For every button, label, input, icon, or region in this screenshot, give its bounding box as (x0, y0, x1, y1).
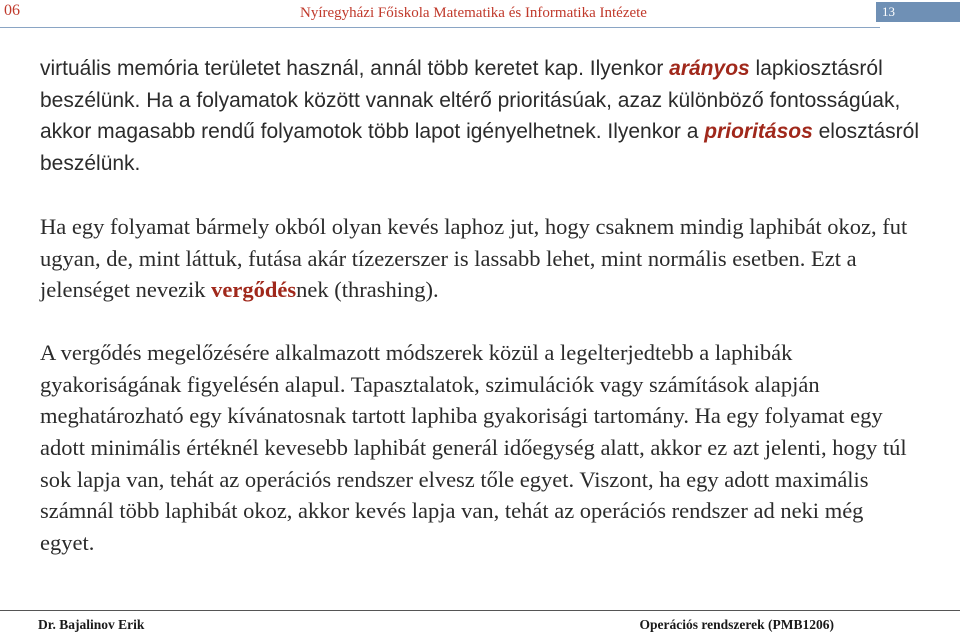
header-divider (0, 27, 880, 28)
term-priority: prioritásos (704, 120, 813, 144)
page-header (0, 0, 960, 30)
footer-divider (0, 610, 960, 611)
paragraph-allocation (40, 53, 920, 180)
paragraph-prevention (40, 337, 920, 559)
paragraph-text: lapkiosztásról beszélünk. Ha a folyamatok között vannak eltérő prioritásúak, azaz különböző fontosságúak, akkor magasabb rendű folyamotok több lapot igényelhetnek. Ilyenkor a (40, 57, 901, 144)
term-thrashing: vergődés (211, 277, 297, 303)
paragraph-text: virtuális memória területet használ, annál több keretet kap. Ilyenkor (40, 57, 670, 80)
footer-course: Operációs rendszerek (PMB1206) (639, 617, 834, 632)
footer-author: Dr. Bajalinov Erik (38, 617, 145, 632)
paragraph-text: nek (thrashing). (296, 277, 439, 303)
page-footer (0, 610, 960, 638)
chapter-number: 06 (4, 2, 20, 19)
paragraph-thrashing (40, 211, 920, 306)
paragraph-text: elosztásról beszélünk. (40, 120, 919, 176)
paragraph-text: A vergődés megelőzésére alkalmazott módszerek közül a legelterjedtebb a laphibák gyakoriságának figyelésén alapul. Tapasztalatok, szimulációk vagy számítások alapján meghatározható egy kívánatosnak tartott laphiba gyakorisági tartomány. Ha egy folyamat egy adott minimális értéknél kevesebb laphibát generál időegység alatt, akkor ez azt jelenti, hogy túl sok lapja van, tehát az operációs rendszer elvesz tőle egyet. Viszont, ha egy adott maximális számnál több laphibát okoz, akkor kevés lapja van, tehát az operációs rendszer ad neki még egyet. (40, 339, 907, 556)
institution-title: Nyíregyházi Főiskola Matematika és Informatika Intézete (300, 5, 647, 21)
slide-body (40, 53, 920, 559)
term-proportional: arányos (669, 57, 750, 80)
page-number: 13 (882, 4, 895, 19)
paragraph-text: Ha egy folyamat bármely okból olyan kevés laphoz jut, hogy csaknem mindig laphibát okoz, fut ugyan, de, mint láttuk, futása akár tízezerszer is lassabb lehet, mint normális esetben. Ezt a jelenséget nevezik (40, 213, 908, 303)
page-number-box (876, 2, 960, 22)
